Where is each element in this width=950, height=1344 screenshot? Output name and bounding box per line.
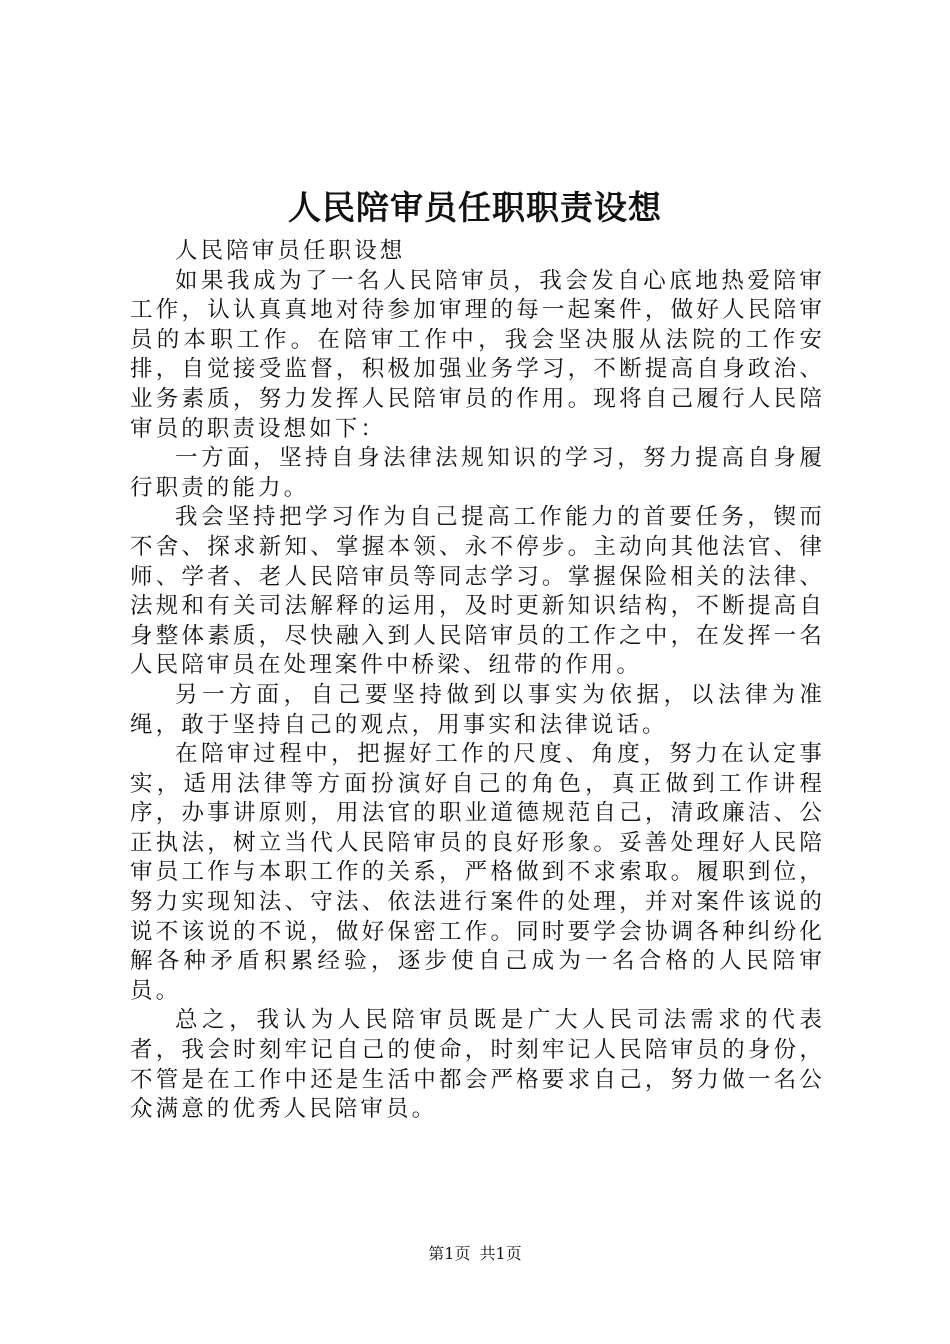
paragraph-second-aspect: 另一方面，自己要坚持做到以事实为依据，以法律为准绳，敢于坚持自己的观点，用事实和法律说话。 <box>130 681 825 738</box>
page-footer <box>0 1243 950 1265</box>
paragraph-conclusion: 总之，我认为人民陪审员既是广大人民司法需求的代表者，我会时刻牢记自己的使命，时刻牢记人民陪审员的身份，不管是在工作中还是生活中都会严格要求自己，努力做一名公众满意的优秀人民陪审员。 <box>130 1007 825 1123</box>
document-title: 人民陪审员任职职责设想 <box>288 188 662 227</box>
paragraph-study: 我会坚持把学习作为自己提高工作能力的首要任务，锲而不舍、探求新知、掌握本领、永不停步。主动向其他法官、律师、学者、老人民陪审员等同志学习。掌握保险相关的法律、法规和有关司法解释的运用，及时更新知识结构，不断提高自身整体素质，尽快融入到人民陪审员的工作之中，在发挥一名人民陪审员在处理案件中桥梁、纽带的作用。 <box>130 504 825 679</box>
page-number: 第1页 <box>428 1244 471 1263</box>
paragraph-intro: 如果我成为了一名人民陪审员，我会发自心底地热爱陪审工作，认认真真地对待参加审理的每一起案件，做好人民陪审员的本职工作。在陪审工作中，我会坚决服从法院的工作安排，自觉接受监督，积极加强业务学习，不断提高自身政治、业务素质，努力发挥人民陪审员的作用。现将自己履行人民陪审员的职责设想如下： <box>130 267 825 442</box>
paragraph-first-aspect: 一方面，坚持自身法律法规知识的学习，努力提高自身履行职责的能力。 <box>130 445 825 501</box>
paragraph-process: 在陪审过程中，把握好工作的尺度、角度，努力在认定事实，适用法律等方面扮演好自己的角色，真正做到工作讲程序，办事讲原则，用法官的职业道德规范自己，清政廉洁、公正执法，树立当代人民陪审员的良好形象。妥善处理好人民陪审员工作与本职工作的关系，严格做到不求索取。履职到位，努力实现知法、守法、依法进行案件的处理，并对案件该说的说不该说的不说，做好保密工作。同时要学会协调各种纠纷化解各种矛盾积累经验，逐步使自己成为一名合格的人民陪审员。 <box>130 741 825 1004</box>
paragraph-subtitle: 人民陪审员任职设想 <box>175 238 406 264</box>
document-body <box>130 237 825 1125</box>
page-total: 共1页 <box>479 1244 522 1263</box>
